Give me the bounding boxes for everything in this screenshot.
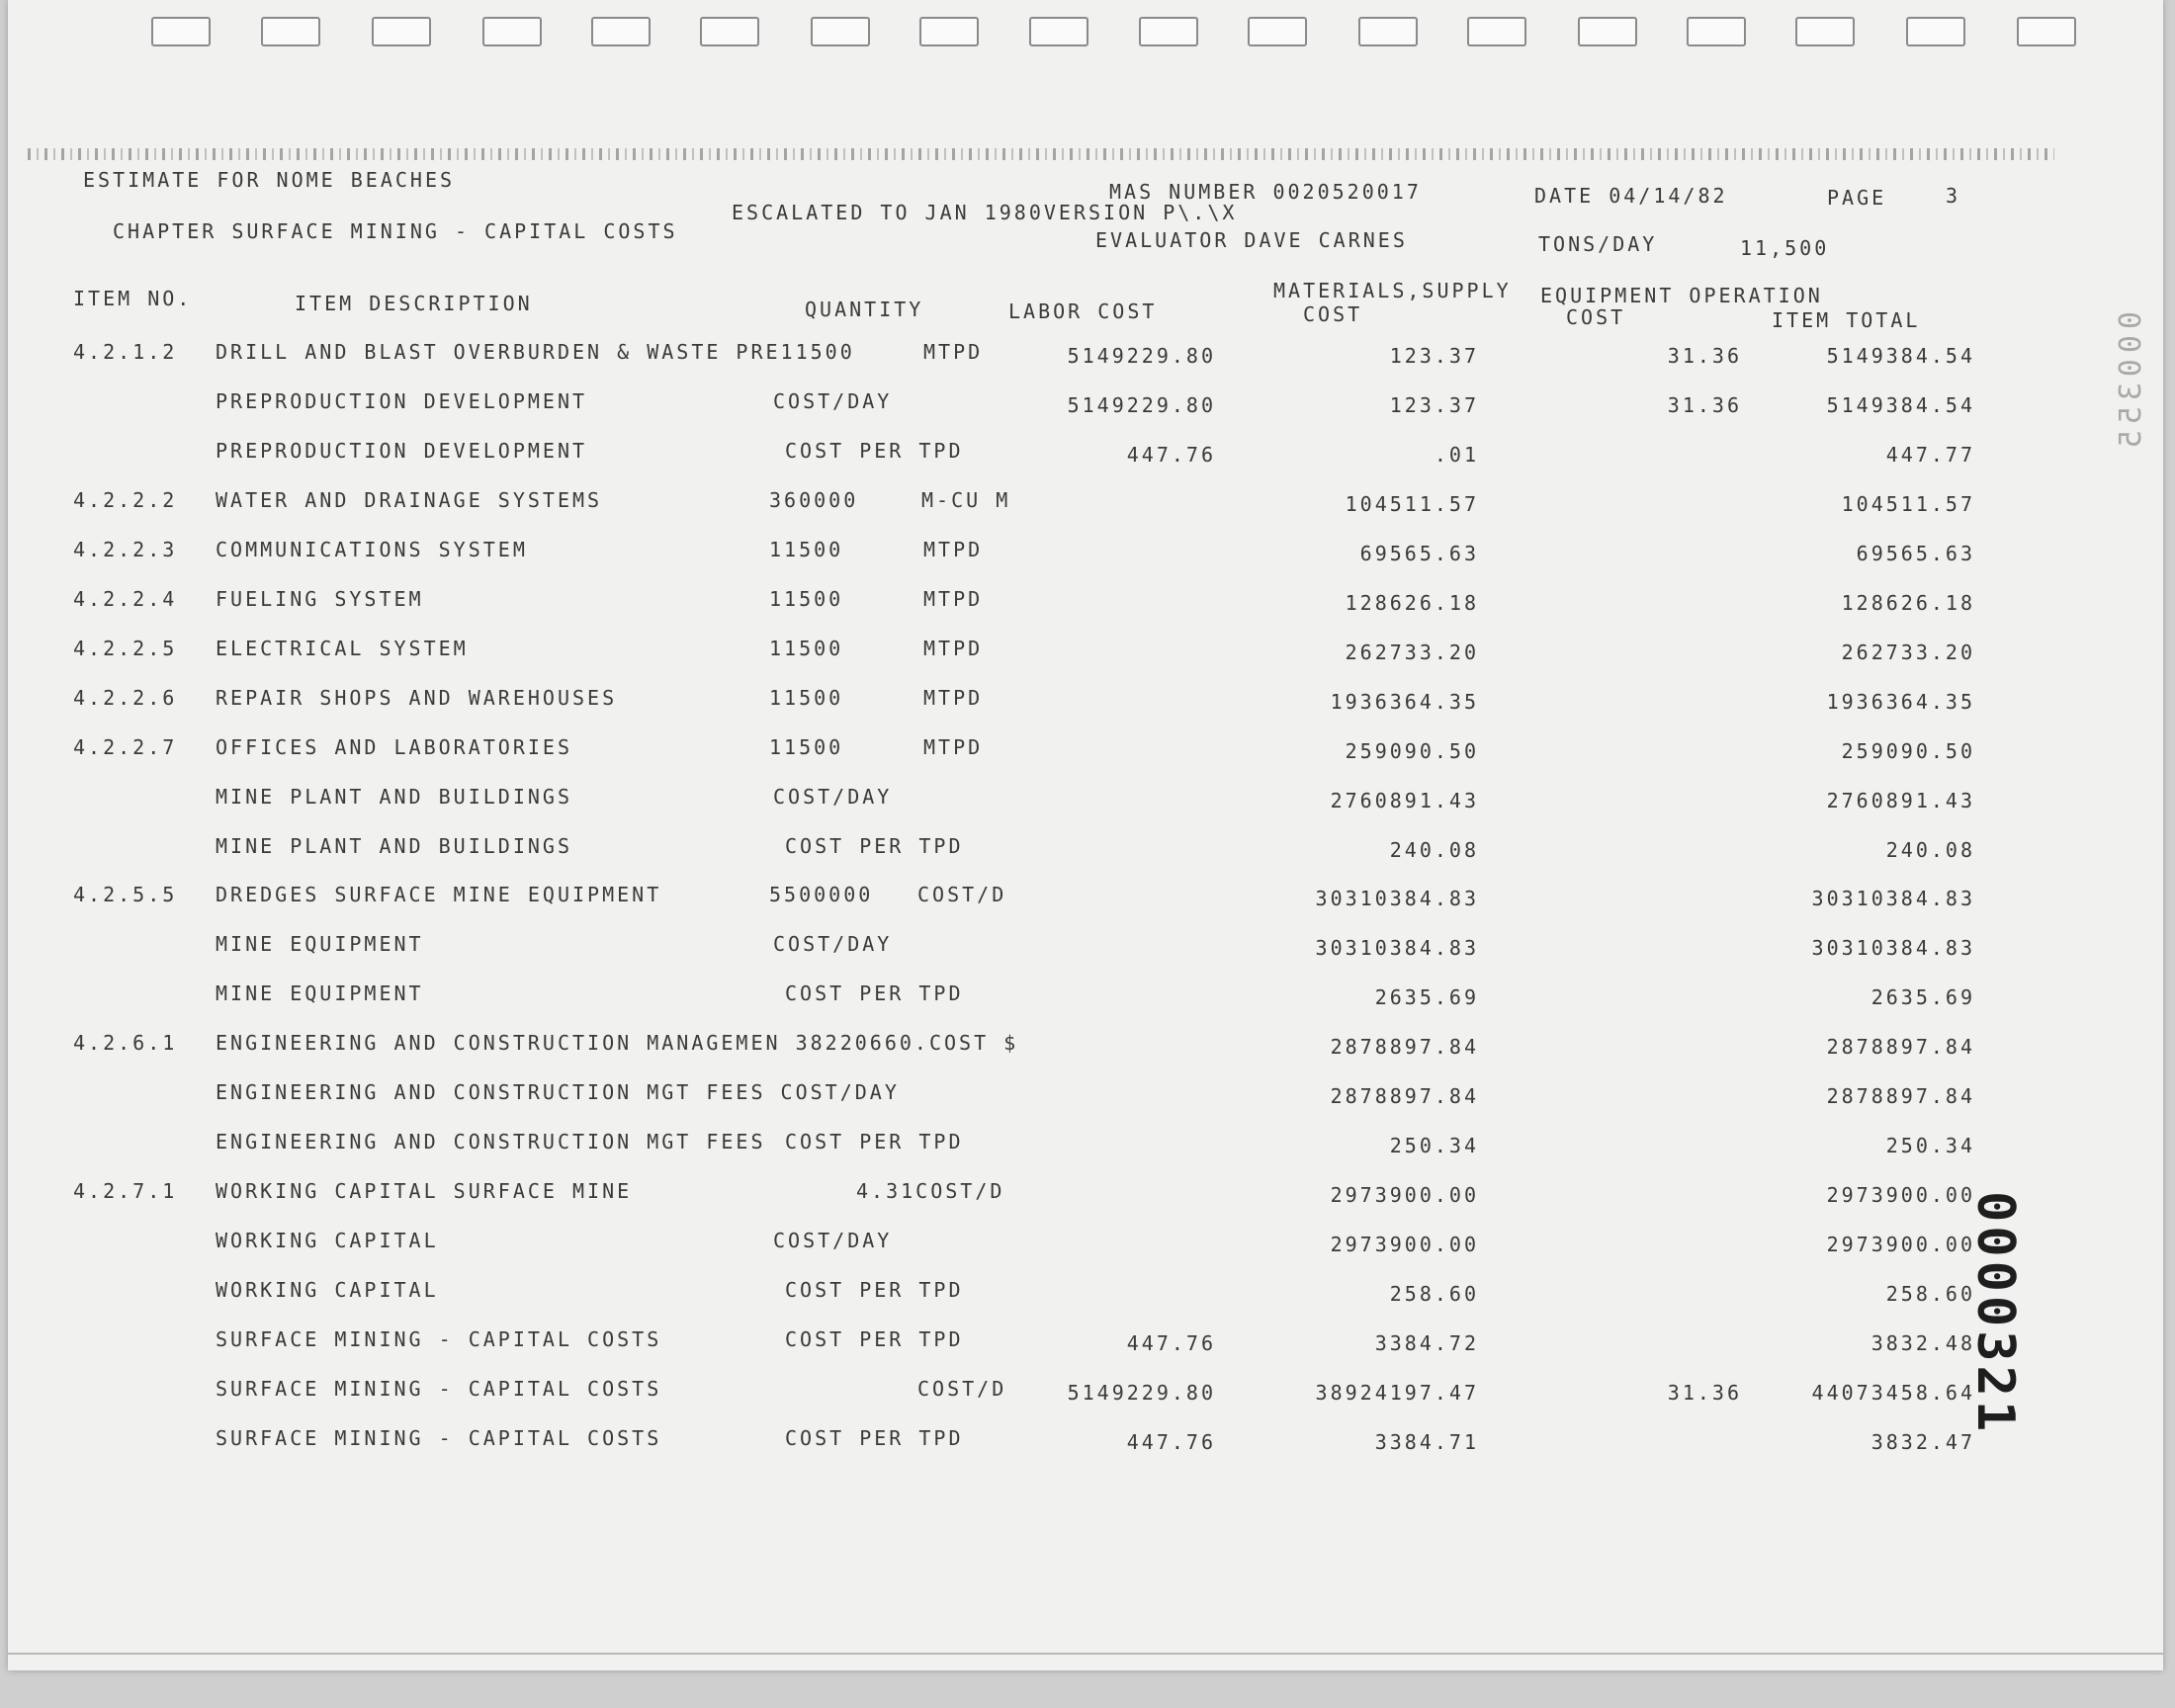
cell-quantity: 11500 [769,686,844,710]
cell-unit: MTPD [923,637,984,660]
cell-item-number: 4.2.2.5 [73,637,178,660]
cell-item-total: 262733.20 [1841,640,1975,664]
report-date: DATE 04/14/82 [1534,184,1728,208]
cell-materials-cost: 3384.71 [1374,1430,1479,1454]
cell-item-total: 30310384.83 [1811,936,1975,960]
cell-materials-cost: 104511.57 [1345,492,1479,516]
cell-materials-cost: .01 [1434,443,1479,467]
col-item-total: ITEM TOTAL [1772,308,1921,332]
perforation-hole [151,17,211,46]
perforation-hole [1467,17,1526,46]
cell-item-number: 4.2.2.6 [73,686,178,710]
cell-item-total: 44073458.64 [1811,1381,1975,1405]
cell-item-total: 2973900.00 [1826,1233,1975,1256]
cell-materials-cost: 3384.72 [1374,1331,1479,1355]
cell-unit: MTPD [923,686,984,710]
cell-materials-cost: 69565.63 [1359,542,1479,565]
cell-unit: COST PER TPD [785,439,964,463]
cell-item-total: 2760891.43 [1826,789,1975,812]
cell-unit: MTPD [923,340,984,364]
cell-unit: COST PER TPD [785,1327,964,1351]
cell-item-total: 250.34 [1885,1134,1975,1157]
perforation-hole [1795,17,1855,46]
perforation-hole [372,17,431,46]
cell-item-total: 69565.63 [1856,542,1975,565]
cell-item-total: 2878897.84 [1826,1084,1975,1108]
cell-unit: COST/D [917,1377,1007,1401]
cell-labor-cost: 5149229.80 [1067,344,1216,368]
col-equipment-line2: COST [1566,305,1626,329]
cell-unit: COST PER TPD [785,834,964,858]
cell-materials-cost: 2973900.00 [1330,1183,1479,1207]
cell-labor-cost: 447.76 [1126,443,1216,467]
cell-item-total: 259090.50 [1841,739,1975,763]
bates-stamp-bold: 0000321 [1965,1191,2025,1436]
cell-item-description: DRILL AND BLAST OVERBURDEN & WASTE PRE11500 [216,340,855,364]
chapter-title: CHAPTER SURFACE MINING - CAPITAL COSTS [113,219,678,243]
cell-item-total: 5149384.54 [1826,344,1975,368]
cell-quantity: 360000 [769,488,859,512]
cell-unit: COST PER TPD [785,982,964,1005]
perforation-hole [1906,17,1965,46]
cell-item-number: 4.2.2.3 [73,538,178,561]
cell-item-description: ENGINEERING AND CONSTRUCTION MGT FEES COST/DAY [216,1080,900,1104]
perforation-hole [1139,17,1198,46]
perforation-hole [261,17,320,46]
cell-labor-cost: 5149229.80 [1067,1381,1216,1405]
cell-quantity: 11500 [769,538,844,561]
cell-item-total: 104511.57 [1841,492,1975,516]
cell-item-total: 447.77 [1885,443,1975,467]
cell-unit: COST/D [917,883,1007,906]
mas-number: MAS NUMBER 0020520017 [1109,180,1422,204]
cell-materials-cost: 128626.18 [1345,591,1479,615]
cell-item-description: DREDGES SURFACE MINE EQUIPMENT [216,883,662,906]
cell-item-description: MINE PLANT AND BUILDINGS [216,785,572,809]
perforation-tear-line [28,148,2054,160]
cell-item-description: OFFICES AND LABORATORIES [216,735,572,759]
cell-item-total: 258.60 [1885,1282,1975,1306]
cell-item-description: SURFACE MINING - CAPITAL COSTS [216,1327,662,1351]
cell-unit: M-CU M [921,488,1011,512]
cell-item-description: ENGINEERING AND CONSTRUCTION MANAGEMEN 38220660.COST $ [216,1031,1019,1055]
cell-quantity: 11500 [769,637,844,660]
cell-labor-cost: 447.76 [1126,1430,1216,1454]
cell-item-number: 4.2.2.7 [73,735,178,759]
cell-item-description: SURFACE MINING - CAPITAL COSTS [216,1377,662,1401]
perforation-hole [811,17,870,46]
cell-materials-cost: 2878897.84 [1330,1084,1479,1108]
cell-item-total: 1936364.35 [1826,690,1975,714]
cell-materials-cost: 258.60 [1389,1282,1479,1306]
cell-item-description: MINE EQUIPMENT [216,982,424,1005]
cell-materials-cost: 2635.69 [1374,985,1479,1009]
cell-materials-cost: 30310384.83 [1315,887,1479,910]
col-materials-line1: MATERIALS,SUPPLY [1273,279,1512,302]
cell-quantity: 11500 [769,587,844,611]
cell-materials-cost: 123.37 [1389,393,1479,417]
cell-item-description: PREPRODUCTION DEVELOPMENT [216,389,588,413]
cell-quantity: COST/DAY [773,785,893,809]
cell-unit: COST PER TPD [785,1426,964,1450]
cell-item-description: FUELING SYSTEM [216,587,424,611]
cell-item-description: WORKING CAPITAL [216,1278,439,1302]
cell-materials-cost: 123.37 [1389,344,1479,368]
cell-materials-cost: 2878897.84 [1330,1035,1479,1059]
cell-item-total: 2635.69 [1870,985,1975,1009]
tons-per-day-value: 11,500 [1740,236,1830,260]
cell-unit: MTPD [923,587,984,611]
cell-materials-cost: 2973900.00 [1330,1233,1479,1256]
cell-materials-cost: 1936364.35 [1330,690,1479,714]
cell-item-number: 4.2.5.5 [73,883,178,906]
cell-materials-cost: 259090.50 [1345,739,1479,763]
cell-item-total: 240.08 [1885,838,1975,862]
cell-item-number: 4.2.7.1 [73,1179,178,1203]
cell-item-description: MINE PLANT AND BUILDINGS [216,834,572,858]
cell-item-description: PREPRODUCTION DEVELOPMENT [216,439,588,463]
cell-item-description: WORKING CAPITAL SURFACE MINE [216,1179,633,1203]
cell-quantity: COST/DAY [773,1229,893,1252]
col-item-no: ITEM NO. [73,287,193,310]
estimate-title: ESTIMATE FOR NOME BEACHES [83,168,456,192]
evaluator: EVALUATOR DAVE CARNES [1095,228,1408,252]
bates-stamp-faint: 000355 [2114,311,2148,455]
cell-item-number: 4.2.2.2 [73,488,178,512]
page-label: PAGE [1827,186,1887,210]
perforation-hole [1578,17,1637,46]
perforation-hole [591,17,651,46]
cell-quantity: COST/DAY [773,389,893,413]
cell-item-total: 5149384.54 [1826,393,1975,417]
cell-item-description: ENGINEERING AND CONSTRUCTION MGT FEES [216,1130,766,1153]
cell-materials-cost: 2760891.43 [1330,789,1479,812]
cell-item-description: MINE EQUIPMENT [216,932,424,956]
cell-item-total: 2878897.84 [1826,1035,1975,1059]
cell-item-total: 30310384.83 [1811,887,1975,910]
cell-materials-cost: 38924197.47 [1315,1381,1479,1405]
perforation-hole [700,17,759,46]
cell-equipment-cost: 31.36 [1667,393,1742,417]
printout-page [8,0,2163,1670]
col-quantity: QUANTITY [805,298,924,321]
cell-item-number: 4.2.6.1 [73,1031,178,1055]
perforation-hole [1687,17,1746,46]
cell-equipment-cost: 31.36 [1667,344,1742,368]
cell-item-description: WORKING CAPITAL [216,1229,439,1252]
cell-unit: MTPD [923,735,984,759]
perforation-hole [1358,17,1418,46]
cell-materials-cost: 262733.20 [1345,640,1479,664]
cell-quantity: COST/DAY [773,932,893,956]
cell-item-total: 3832.48 [1870,1331,1975,1355]
cell-item-number: 4.2.1.2 [73,340,178,364]
page-bottom-edge [8,1653,2163,1655]
cell-item-number: 4.2.2.4 [73,587,178,611]
page-number: 3 [1946,184,1961,208]
cell-item-total: 2973900.00 [1826,1183,1975,1207]
tons-per-day-label: TONS/DAY [1538,232,1658,256]
col-item-description: ITEM DESCRIPTION [295,292,533,315]
cell-item-description: ELECTRICAL SYSTEM [216,637,469,660]
cell-item-description: REPAIR SHOPS AND WAREHOUSES [216,686,618,710]
cell-materials-cost: 30310384.83 [1315,936,1479,960]
cell-item-description: WATER AND DRAINAGE SYSTEMS [216,488,603,512]
cell-unit: COST PER TPD [785,1130,964,1153]
cell-quantity: 4.31COST/D [856,1179,1005,1203]
cell-labor-cost: 447.76 [1126,1331,1216,1355]
cell-unit: MTPD [923,538,984,561]
perforation-hole [1029,17,1088,46]
cell-unit: COST PER TPD [785,1278,964,1302]
cell-quantity: 11500 [769,735,844,759]
col-equipment-line1: EQUIPMENT OPERATION [1540,284,1823,307]
cell-item-description: SURFACE MINING - CAPITAL COSTS [216,1426,662,1450]
col-materials-line2: COST [1303,302,1363,326]
cell-item-total: 3832.47 [1870,1430,1975,1454]
cell-item-total: 128626.18 [1841,591,1975,615]
perforation-hole [482,17,542,46]
cell-materials-cost: 240.08 [1389,838,1479,862]
cell-equipment-cost: 31.36 [1667,1381,1742,1405]
escalated-version: ESCALATED TO JAN 1980VERSION P\.\X [732,201,1238,224]
cell-quantity: 5500000 [769,883,874,906]
cell-materials-cost: 250.34 [1389,1134,1479,1157]
perforation-hole [2017,17,2076,46]
perforation-hole [919,17,979,46]
col-labor-cost: LABOR COST [1008,299,1158,323]
perforation-hole [1248,17,1307,46]
cell-item-description: COMMUNICATIONS SYSTEM [216,538,528,561]
cell-labor-cost: 5149229.80 [1067,393,1216,417]
